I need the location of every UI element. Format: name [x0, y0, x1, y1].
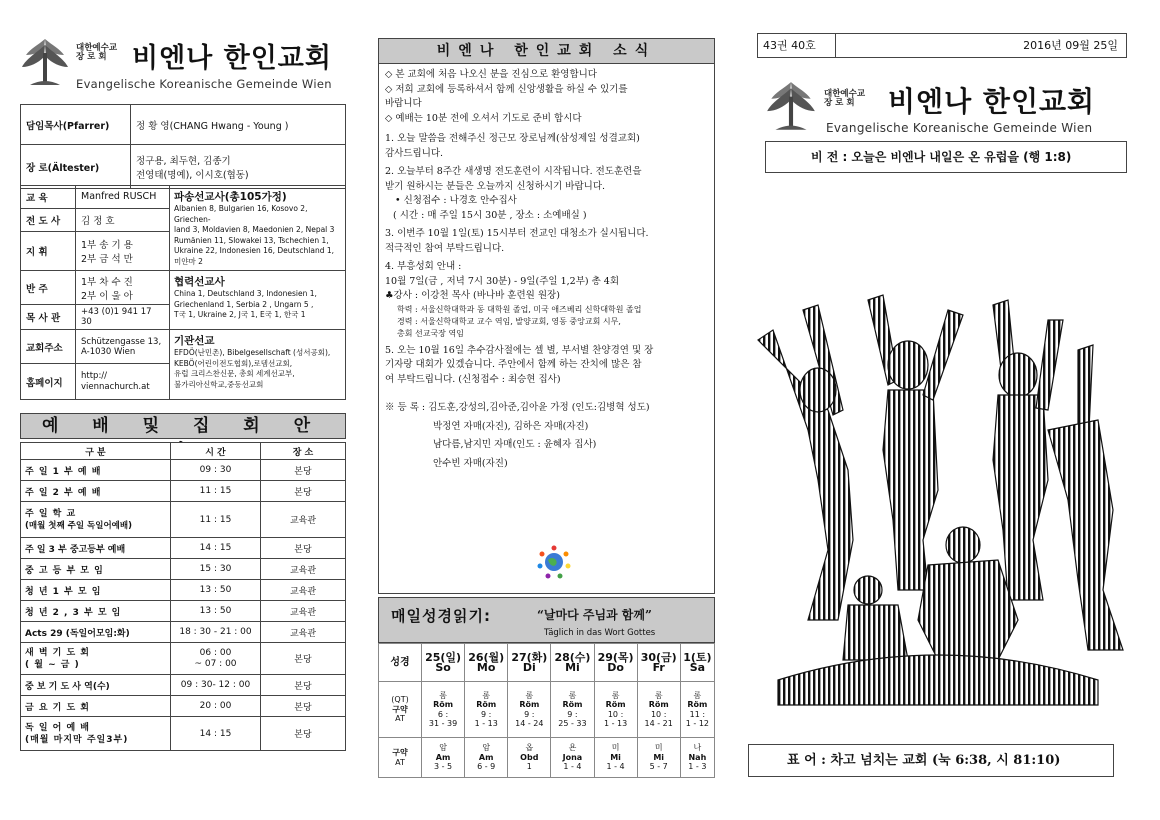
news-item-5: 5. 오는 10월 16일 추수감사절에는 셀 별, 부서별 찬양경연 및 장 기자랑 대회가 있겠습니다. 주안에서 함께 하는 잔치에 많은 참 여 부탁드립니다. (신청접수 : 최승현 집사): [385, 344, 654, 385]
reading-title: 매일성경읽기:: [391, 607, 491, 625]
table-row: 주 일 1 부 예 배 09 : 30 본당: [21, 460, 346, 481]
table-row: 새 벽 기 도 회 ( 월 ~ 금 ) 06 : 00 ~ 07 : 00 본당: [21, 643, 346, 675]
services-title: 예 배 및 집 회 안: [20, 413, 346, 439]
reading-day: 30(금) Fr: [637, 644, 680, 682]
table-row: Acts 29 (독일어모임:화) 18 : 30 - 21 : 00 교육관: [21, 622, 346, 643]
homepage-link[interactable]: http:// viennachurch.at: [76, 364, 170, 400]
table-row: 금 요 기 도 회 20 : 00 본당: [21, 696, 346, 717]
reading-nt: 롬 Röm 9 : 14 - 24: [508, 682, 551, 738]
church-name-de: Evangelische Koreanische Gemeinde Wien: [76, 77, 332, 91]
issue-number: 43권 40호: [758, 34, 836, 57]
reading-day: 29(목) Do: [594, 644, 637, 682]
vision-statement: 비 전 : 오늘은 비엔나 내일은 온 유럽을 (행 1:8): [765, 141, 1127, 173]
reading-subtitle: “날마다 주님과 함께”: [537, 608, 652, 622]
coop-list: China 1, Deutschland 3, Indonesien 1, Griechenland 1, Serbia 2 , Ungarn 5 , T국 1, Ukraine 2, J국 1, E국 1, 한국 1: [174, 289, 317, 319]
welcome-notes: ◇ 본 교회에 처음 나오신 분을 진심으로 환영합니다 ◇ 저희 교회에 등록하셔서 함께 신앙생활을 하실 수 있기를 바랍니다 ◇ 예배는 10분 전에 오셔서 기도로 준비 합시다: [385, 69, 628, 124]
org-box: [170, 330, 346, 400]
reading-header: [378, 597, 715, 643]
cover-church-name: 비엔나 한인교회: [888, 85, 1096, 118]
col-place-header: 장 소: [261, 443, 346, 460]
reading-nt: 롬 Röm 9 : 1 - 13: [465, 682, 508, 738]
reading-nt: 롬 Röm 9 : 25 - 33: [551, 682, 594, 738]
issue-info: [757, 33, 1127, 58]
label-bible: 성경: [379, 644, 422, 682]
homepage-label: 홈페이지: [21, 364, 76, 400]
reading-day: 27(화) Di: [508, 644, 551, 682]
staff-table-bottom: [20, 185, 346, 400]
accomp-label: 반 주: [21, 271, 76, 305]
news-item-1: 1. 오늘 말씀을 전해주신 정근모 장로님께(삼성제일 성결교회) 감사드립니다.: [385, 133, 640, 159]
coop-box: [170, 271, 346, 330]
reading-day: 1(토) Sa: [680, 644, 714, 682]
news-title: 비엔나 한인교회 소식: [379, 39, 714, 64]
org-list: EFDÖ(난민촌), Bibelgesellschaft (성서공회), KEBÖ(어린이전도협회),로뎀선교회, 유럽 크리스찬신문, 총회 세계선교부, 불가리아신학교,중동선교회: [174, 348, 331, 389]
registration-notes: ※ 등 록 : 김도훈,강성의,김아준,김아윤 가정 (인도:김병혁 성도) 박정연 자매(자진), 김하은 자매(자진) 남다름,남지민 자매(인도 : 윤혜자 집사) 안수빈 자매(자진): [385, 402, 650, 469]
cover-logo: [765, 78, 817, 139]
evangelist-label: 전 도 사: [21, 208, 76, 231]
table-row: 청 년 2 , 3 부 모 임 13 : 50 교육관: [21, 601, 346, 622]
elder-value: 정구용, 최두현, 김종기 전영태(명예), 이시호(협동): [131, 145, 346, 189]
coop-title: 협력선교사: [174, 276, 225, 288]
staff-table-top: [20, 104, 346, 189]
pastor-label: 담임목사(Pfarrer): [21, 105, 131, 145]
reading-table: [378, 643, 715, 778]
church-motto: 표 어 : 차고 넘치는 교회 (눅 6:38, 시 81:10): [748, 744, 1114, 777]
reading-ot: 나 Nah 1 - 3: [680, 738, 714, 778]
reading-ot: 미 Mi 1 - 4: [594, 738, 637, 778]
reading-day: 26(월) Mo: [465, 644, 508, 682]
evangelist-value: 김 정 호: [76, 208, 170, 231]
accomp-value: 1부 차 수 진 2부 이 울 아: [76, 271, 170, 305]
label-ot: 구약 AT: [379, 738, 422, 778]
people-tree-illustration: [748, 290, 1128, 710]
cover-church-name-de: Evangelische Koreanische Gemeinde Wien: [826, 121, 1093, 135]
col-time-header: 시 간: [171, 443, 261, 460]
table-row: 청 년 1 부 모 임 13 : 50 교육관: [21, 580, 346, 601]
choir-label: 지 휘: [21, 231, 76, 270]
cover-illustration: [748, 290, 1128, 713]
news-panel: [378, 38, 715, 594]
reading-ot: 옵 Obd 1: [508, 738, 551, 778]
reading-nt: 롬 Röm 11 : 1 - 12: [680, 682, 714, 738]
reading-day: 28(수) Mi: [551, 644, 594, 682]
pastor-value: 정 황 영(CHANG Hwang - Young ): [131, 105, 346, 145]
table-row: 주 일 3 부 중고등부 예배 14 : 15 본당: [21, 538, 346, 559]
table-row: 중 보 기 도 사 역(수) 09 : 30- 12 : 00 본당: [21, 675, 346, 696]
elder-label: 장 로(Ältester): [21, 145, 131, 189]
table-row: 주 일 2 부 예 배 11 : 15 본당: [21, 481, 346, 502]
reading-ot: 욘 Jona 1 - 4: [551, 738, 594, 778]
reading-nt: 롬 Röm 10 : 1 - 13: [594, 682, 637, 738]
reading-nt: 롬 Röm 10 : 14 - 21: [637, 682, 680, 738]
table-row: 주 일 학 교 (매월 첫째 주일 독일어예배) 11 : 15 교육관: [21, 502, 346, 538]
services-table: [20, 442, 346, 751]
org-title: 기관선교: [174, 335, 215, 347]
address-value: Schützengasse 13, A-1030 Wien: [76, 330, 170, 364]
label-nt: (QT) 구약 AT: [379, 682, 422, 738]
globe-people-icon: [536, 544, 572, 583]
cover-denomination: 대한예수교 장 로 회: [824, 89, 866, 108]
issue-date: 2016년 09월 25일: [1023, 39, 1118, 52]
tree-logo-icon: [20, 35, 70, 91]
tree-logo-icon: [765, 78, 817, 136]
reading-nt: 롬 Röm 6 : 31 - 39: [422, 682, 465, 738]
table-row: 중 고 등 부 모 임 15 : 30 교육관: [21, 559, 346, 580]
reading-ot: 미 Mi 5 - 7: [637, 738, 680, 778]
col-name-header: 구 분: [21, 443, 171, 460]
mission-title: 파송선교사(총105가정): [174, 191, 287, 203]
edu-value: Manfred RUSCH: [76, 186, 170, 209]
table-row: 독 일 어 예 배 (매월 마지막 주일3부) 14 : 15 본당: [21, 717, 346, 751]
denomination-label: 대한예수교 장 로 회: [76, 43, 118, 62]
church-logo: [20, 35, 70, 94]
address-label: 교회주소: [21, 330, 76, 364]
reading-day: 25(일) So: [422, 644, 465, 682]
edu-label: 교 육: [21, 186, 76, 209]
reading-subtitle-de: Täglich in das Wort Gottes: [544, 628, 656, 638]
reading-ot: 암 Am 6 - 9: [465, 738, 508, 778]
office-label: 목 사 관: [21, 305, 76, 330]
news-item-3: 3. 이번주 10월 1일(토) 15시부터 전교인 대청소가 실시됩니다. 적극적인 참여 부탁드립니다.: [385, 228, 649, 254]
reading-ot: 암 Am 3 - 5: [422, 738, 465, 778]
news-item-2: 2. 오늘부터 8주간 새생명 전도훈련이 시작됩니다. 전도훈련을 받기 원하시는 분들은 오늘까지 신청하시기 바랍니다. • 신청접수 : 나경호 안수집사 ( 시간 : 매 주일 15시 30분 , 장소 : 소예배실 ): [385, 166, 642, 221]
mission-list: Albanien 8, Bulgarien 16, Kosovo 2, Griechen- land 3, Moldavien 8, Maedonien 2, Nepal 3 Rumänien 11, Slowakei 13, Tschechien 1, Ukraine 22, Indonesien 16, Deutschland 1, 미얀마 2: [174, 204, 335, 266]
office-value: +43 (0)1 941 17 30: [76, 305, 170, 330]
news-item-4: 4. 부흥성회 안내 : 10월 7일(금 , 저녁 7시 30분) - 9일(주일 1,2부) 총 4회 ♣강사 : 이강천 목사 (바나바 훈련원 원장) 학력 : 서울신학대학과 동 대학원 졸업, 미국 애즈베리 신학대학원 졸업 경력 : 서울신학대학교 교수 역임, 발양교회, 영동 중앙교회 시무, 총회 선교국장 역임: [385, 261, 642, 338]
church-name: 비엔나 한인교회: [132, 43, 332, 74]
mission-box: [170, 186, 346, 271]
choir-value: 1부 송 기 용 2부 금 석 만: [76, 231, 170, 270]
